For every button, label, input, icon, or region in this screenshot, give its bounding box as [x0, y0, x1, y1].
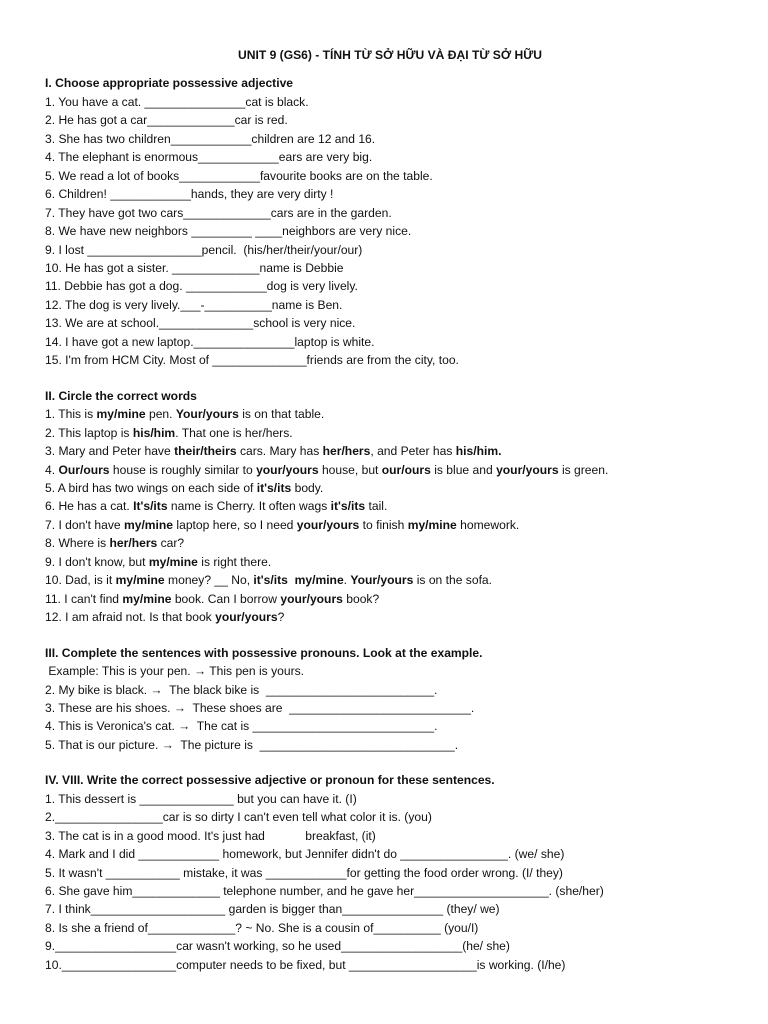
sentence-text: 6. He has a cat. — [45, 499, 134, 514]
choice-words: your/yours — [280, 591, 343, 606]
sentence-text: cars. Mary has — [236, 444, 323, 459]
worksheet — [45, 46, 735, 974]
sentence-text: is on the sofa. — [413, 573, 493, 588]
exercise-line — [45, 442, 735, 460]
choice-words: it's/its my/mine — [253, 573, 344, 588]
choice-words: his/him. — [455, 444, 502, 459]
choice-words: my/mine — [122, 591, 172, 606]
choice-words: her/hers — [109, 536, 158, 551]
exercise-line — [45, 93, 735, 111]
sentence-text: is green. — [558, 462, 609, 477]
sentence-text: . — [343, 573, 351, 588]
exercise-line — [45, 130, 735, 148]
section-heading: IV. VIII. Write the correct possessive adjective or pronoun for these sentences. — [45, 773, 495, 788]
sentence-text: 14. I have got a new laptop._______________laptop is white. — [45, 334, 375, 349]
sentence-text: body. — [291, 480, 324, 495]
choice-words: their/theirs — [174, 444, 237, 459]
exercise-line — [45, 405, 735, 423]
exercise-line — [45, 497, 735, 515]
sentence-text: 10._________________computer needs to be fixed, but ___________________is working. (I/he) — [45, 957, 566, 972]
exercise-line — [45, 259, 735, 277]
sentence-text: 3. She has two children____________children are 12 and 16. — [45, 131, 376, 146]
sentence-text: 11. I can't find — [45, 591, 123, 606]
sentence-text: 9. I don't know, but — [45, 554, 149, 569]
sentence-text: is blue and — [430, 462, 497, 477]
exercise-line — [45, 204, 735, 222]
section-spacer — [45, 370, 735, 387]
section-spacer — [45, 754, 735, 771]
sentence-text: 12. The dog is very lively.___-__________name is Ben. — [45, 297, 343, 312]
choice-words: my/mine — [407, 517, 457, 532]
exercise-line — [45, 956, 735, 974]
sentence-text: 4. The elephant is enormous____________ears are very big. — [45, 150, 373, 165]
exercise-line — [45, 277, 735, 295]
exercise-line — [45, 864, 735, 882]
exercise-line — [45, 333, 735, 351]
sentence-text: 6. Children! ____________hands, they are very dirty ! — [45, 187, 334, 202]
sentence-text: 7. They have got two cars_____________cars are in the garden. — [45, 205, 392, 220]
sentence-text: ? — [277, 610, 285, 625]
sentence-text: 1. You have a cat. _______________cat is black. — [45, 94, 309, 109]
sentence-text: 1. This is — [45, 407, 97, 422]
sentence-text: 10. Dad, is it — [45, 573, 116, 588]
sentence-text: 6. She gave him_____________ telephone number, and he gave her____________________. (she/her) — [45, 884, 604, 899]
sentence-text: pen. — [145, 407, 176, 422]
sentence-text: 12. I am afraid not. Is that book — [45, 610, 216, 625]
choice-words: our/ours — [381, 462, 431, 477]
exercise-line — [45, 424, 735, 442]
sentence-text: money? __ No, — [164, 573, 254, 588]
sentence-text: 3. The cat is in a good mood. It's just had breakfast, (it) — [45, 828, 376, 843]
choice-words: your/yours — [256, 462, 319, 477]
exercise-line — [45, 516, 735, 534]
sentence-text: 2. This laptop is — [45, 425, 133, 440]
exercise-line — [45, 681, 735, 699]
exercise-line — [45, 167, 735, 185]
choice-words: It's/its — [133, 499, 168, 514]
sentence-text: 5. It wasn't ___________ mistake, it was ____________for getting the food order wrong. (I/ they) — [45, 865, 563, 880]
sentence-text: 3. These are his shoes. → These shoes are ___________________________. — [45, 700, 475, 715]
exercise-line — [45, 553, 735, 571]
choice-words: my/mine — [148, 554, 198, 569]
sentence-text: 8. We have new neighbors _________ ____neighbors are very nice. — [45, 224, 412, 239]
sentence-text: 2. He has got a car_____________car is red. — [45, 113, 288, 128]
exercise-line — [45, 111, 735, 129]
sentence-text: is right there. — [197, 554, 272, 569]
sentence-text: 8. Is she a friend of_____________? ~ No. She is a cousin of__________ (you/I) — [45, 920, 479, 935]
sentence-text: is on that table. — [238, 407, 325, 422]
choice-words: his/him — [132, 425, 176, 440]
sentence-text: 11. Debbie has got a dog. ____________dog is very lively. — [45, 279, 358, 294]
exercise-line — [45, 736, 735, 754]
choice-words: Your/yours — [350, 573, 414, 588]
choice-words: it's/its — [330, 499, 366, 514]
choice-words: Your/yours — [175, 407, 239, 422]
sentence-text: 9.__________________car wasn't working, so he used__________________(he/ she) — [45, 939, 510, 954]
choice-words: your/yours — [496, 462, 559, 477]
sentence-text: 13. We are at school.______________school is very nice. — [45, 316, 356, 331]
exercise-line — [45, 590, 735, 608]
sentence-text: 8. Where is — [45, 536, 110, 551]
sentence-text: laptop here, so I need — [173, 517, 297, 532]
sentence-text: , and Peter has — [370, 444, 456, 459]
sentence-text: 4. Mark and I did ____________ homework, but Jennifer didn't do ________________. (we/ she) — [45, 847, 565, 862]
exercise-line — [45, 479, 735, 497]
sentence-text: 5. That is our picture. → The picture is _____________________________. — [45, 737, 459, 752]
exercise-line — [45, 314, 735, 332]
choice-words: my/mine — [115, 573, 165, 588]
exercise-line — [45, 808, 735, 826]
exercise-line — [45, 461, 735, 479]
section-heading: I. Choose appropriate possessive adjective — [45, 76, 294, 91]
sentence-text: tail. — [365, 499, 388, 514]
sentence-text: 4. — [45, 462, 59, 477]
exercise-line — [45, 185, 735, 203]
sentence-text: to finish — [359, 517, 408, 532]
sentence-text: Example: This is your pen. → This pen is yours. — [45, 664, 305, 679]
sentence-text: name is Cherry. It often wags — [167, 499, 331, 514]
sentence-text: 5. We read a lot of books____________favourite books are on the table. — [45, 168, 433, 183]
exercise-line — [45, 717, 735, 735]
choice-words: Our/ours — [58, 462, 110, 477]
sentence-text: 5. A bird has two wings on each side of — [45, 480, 257, 495]
section-heading: II. Circle the correct words — [45, 388, 197, 403]
sentence-text: house is roughly similar to — [109, 462, 257, 477]
exercise-line — [45, 900, 735, 918]
sentence-text: 9. I lost _________________pencil. (his/her/their/your/our) — [45, 242, 363, 257]
sentence-text: 2.________________car is so dirty I can't even tell what color it is. (you) — [45, 810, 432, 825]
sentence-text: 1. This dessert is ______________ but you can have it. (I) — [45, 791, 357, 806]
exercise-line — [45, 222, 735, 240]
sentence-text: 4. This is Veronica's cat. → The cat is ___________________________. — [45, 719, 438, 734]
exercise-line — [45, 148, 735, 166]
section-spacer — [45, 627, 735, 644]
sentence-text: 2. My bike is black. → The black bike is _________________________. — [45, 682, 438, 697]
sentence-text: car? — [157, 536, 185, 551]
sentence-text: homework. — [456, 517, 520, 532]
exercise-line — [45, 937, 735, 955]
exercise-line — [45, 790, 735, 808]
sentence-text: 7. I don't have — [45, 517, 124, 532]
page-title: UNIT 9 (GS6) - TÍNH TỪ SỞ HỮU VÀ ĐẠI TỪ SỞ HỮU — [238, 48, 542, 62]
exercise-line — [45, 845, 735, 863]
exercise-line — [45, 351, 735, 369]
choice-words: your/yours — [296, 517, 360, 532]
sentence-text: 7. I think____________________ garden is bigger than_______________ (they/ we) — [45, 902, 500, 917]
exercise-line — [45, 699, 735, 717]
section-heading: III. Complete the sentences with possessive pronouns. Look at the example. — [45, 645, 483, 660]
exercise-line — [45, 662, 735, 680]
choice-words: it's/its — [256, 480, 292, 495]
worksheet-sections — [45, 74, 735, 974]
exercise-line — [45, 241, 735, 259]
sentence-text: . That one is her/hers. — [175, 425, 293, 440]
exercise-line — [45, 608, 735, 626]
sentence-text: book? — [342, 591, 380, 606]
exercise-line — [45, 296, 735, 314]
choice-words: her/hers — [322, 444, 371, 459]
exercise-line — [45, 534, 735, 552]
sentence-text: 10. He has got a sister. _____________name is Debbie — [45, 260, 344, 275]
choice-words: your/yours — [215, 610, 278, 625]
choice-words: my/mine — [123, 517, 174, 532]
exercise-line — [45, 919, 735, 937]
exercise-line — [45, 827, 735, 845]
sentence-text: 3. Mary and Peter have — [45, 444, 175, 459]
sentence-text: 15. I'm from HCM City. Most of ______________friends are from the city, too. — [45, 353, 459, 368]
sentence-text: house, but — [318, 462, 382, 477]
sentence-text: book. Can I borrow — [171, 591, 281, 606]
choice-words: my/mine — [96, 407, 146, 422]
exercise-line — [45, 882, 735, 900]
exercise-line — [45, 571, 735, 589]
